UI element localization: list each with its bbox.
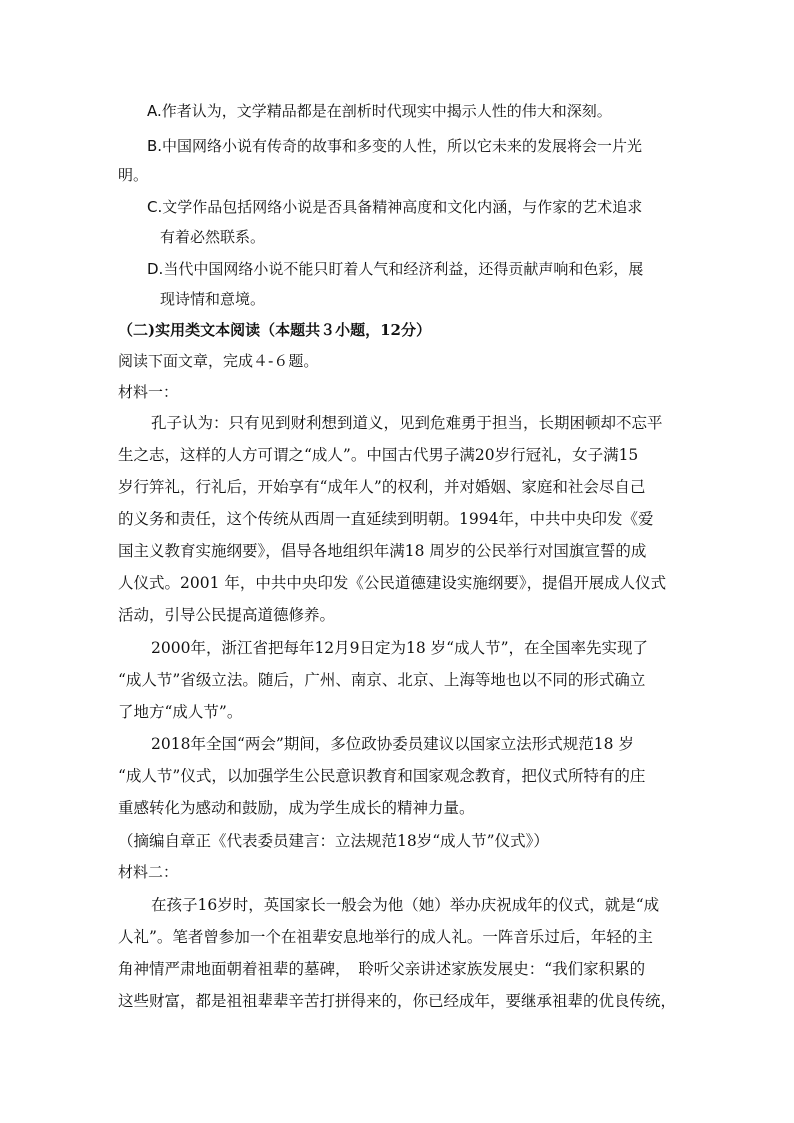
material-two-label [118, 860, 178, 884]
material-one-p1-line-6 [118, 571, 671, 595]
material-one-p3-line-3 [118, 796, 475, 820]
material-one-p3-line-2 [118, 764, 671, 788]
material-one-label [118, 380, 178, 404]
choice-b-line1 [147, 134, 673, 158]
paragraph-line: 这些财富，都是祖祖辈辈辛苦打拼得来的，你已经成年，要继承祖辈的优良传统， [118, 992, 677, 1010]
choice-d-line2 [160, 287, 265, 311]
paragraph-line: 生之志，这样的人方可谓之“成人”。中国古代男子满20岁行冠礼，女子满15 [118, 446, 639, 464]
instruction-text: 阅读下面文章，完成４-６题。 [118, 352, 319, 370]
choice-d-line1 [147, 257, 643, 281]
paragraph-line: 人仪式。2001 年，中共中央印发《公民道德建设实施纲要》，提倡开展成人仪式 [118, 574, 667, 592]
material-one-p1-line-3 [118, 475, 671, 499]
material-two-label-text: 材料二： [118, 863, 179, 881]
material-one-p3-line-1 [151, 732, 671, 756]
paragraph-line: “成人节”省级立法。随后，广州、南京、北京、上海等地也以不同的形式确立 [118, 671, 646, 689]
material-one-p1-line-4 [118, 507, 671, 531]
paragraph-line: 角神情严肃地面朝着祖辈的墓碑， 聆听父亲讲述家族发展史：“我们家积累的 [118, 960, 646, 978]
material-two-p1-line-2 [118, 925, 671, 949]
paragraph-line: 岁行笄礼，行礼后，开始享有“成年人”的权利，并对婚姻、家庭和社会尽自己 [118, 478, 646, 496]
source-note [118, 829, 549, 853]
paragraph-line: 2018年全国“两会”期间，多位政协委员建议以国家立法形式规范18 岁 [151, 735, 634, 753]
paragraph-line: 重感转化为感动和鼓励，成为学生成长的精神力量。 [118, 799, 475, 817]
choice-b-continuation: 明。 [118, 166, 149, 184]
material-one-p1-line-5 [118, 539, 671, 563]
choice-d-text: D.当代中国网络小说不能只盯着人气和经济利益，还得贡献声响和色彩，展 [147, 260, 644, 278]
material-two-p1-line-4 [118, 989, 677, 1013]
section-heading [118, 318, 431, 342]
instruction-line [118, 349, 318, 373]
choice-b-line2 [118, 163, 148, 187]
paragraph-line: 国主义教育实施纲要》，倡导各地组织年满18 周岁的公民举行对国旗宣誓的成 [118, 542, 647, 560]
paragraph-line: 的义务和责任，这个传统从西周一直延续到明朝。1994年，中共中央印发《爱 [118, 510, 654, 528]
choice-d-continuation: 现诗情和意境。 [160, 290, 266, 308]
section-heading-text: （二)实用类文本阅读（本题共３小题，12分） [118, 321, 431, 339]
material-one-label-text: 材料一： [118, 383, 179, 401]
choice-c-line2 [160, 225, 265, 249]
paragraph-line: 2000年，浙江省把每年12月9日定为18 岁“成人节”，在全国率先实现了 [151, 639, 649, 657]
material-one-p1-line-1 [151, 411, 671, 435]
choice-a-text: A.作者认为，文学精品都是在剖析时代现实中揭示人性的伟大和深刻。 [147, 102, 612, 120]
paragraph-line: “成人节”仪式，以加强学生公民意识教育和国家观念教育，把仪式所特有的庄 [118, 767, 646, 785]
choice-c-continuation: 有着必然联系。 [160, 228, 266, 246]
paragraph-line: 在孩子16岁时，英国家长一般会为他（她）举办庆祝成年的仪式，就是“成 [151, 896, 660, 914]
paragraph-line: 孔子认为：只有见到财利想到道义，见到危难勇于担当，长期困顿却不忘平 [151, 414, 663, 432]
material-one-p2-line-1 [151, 636, 671, 660]
choice-a [147, 99, 612, 123]
choice-c-line1 [147, 195, 642, 219]
material-two-p1-line-1 [151, 893, 671, 917]
source-note-text: （摘编自章正《代表委员建言：立法规范18岁“成人节”仪式》） [118, 832, 549, 850]
material-one-p1-line-2 [118, 443, 671, 467]
paragraph-line: 活动，引导公民提高道德修养。 [118, 606, 336, 624]
material-one-p2-line-2 [118, 668, 671, 692]
material-one-p1-line-7 [118, 603, 335, 627]
paragraph-line: 了地方“成人节”。 [118, 703, 243, 721]
material-two-p1-line-3 [118, 957, 671, 981]
paragraph-line: 人礼”。笔者曾参加一个在祖辈安息地举行的成人礼。一阵音乐过后，年轻的主 [118, 928, 653, 946]
choice-b-text: B.中国网络小说有传奇的故事和多变的人性，所以它未来的发展将会一片光 [147, 137, 643, 155]
choice-c-text: C.文学作品包括网络小说是否具备精神高度和文化内涵，与作家的艺术追求 [147, 198, 643, 216]
material-one-p2-line-3 [118, 700, 242, 724]
